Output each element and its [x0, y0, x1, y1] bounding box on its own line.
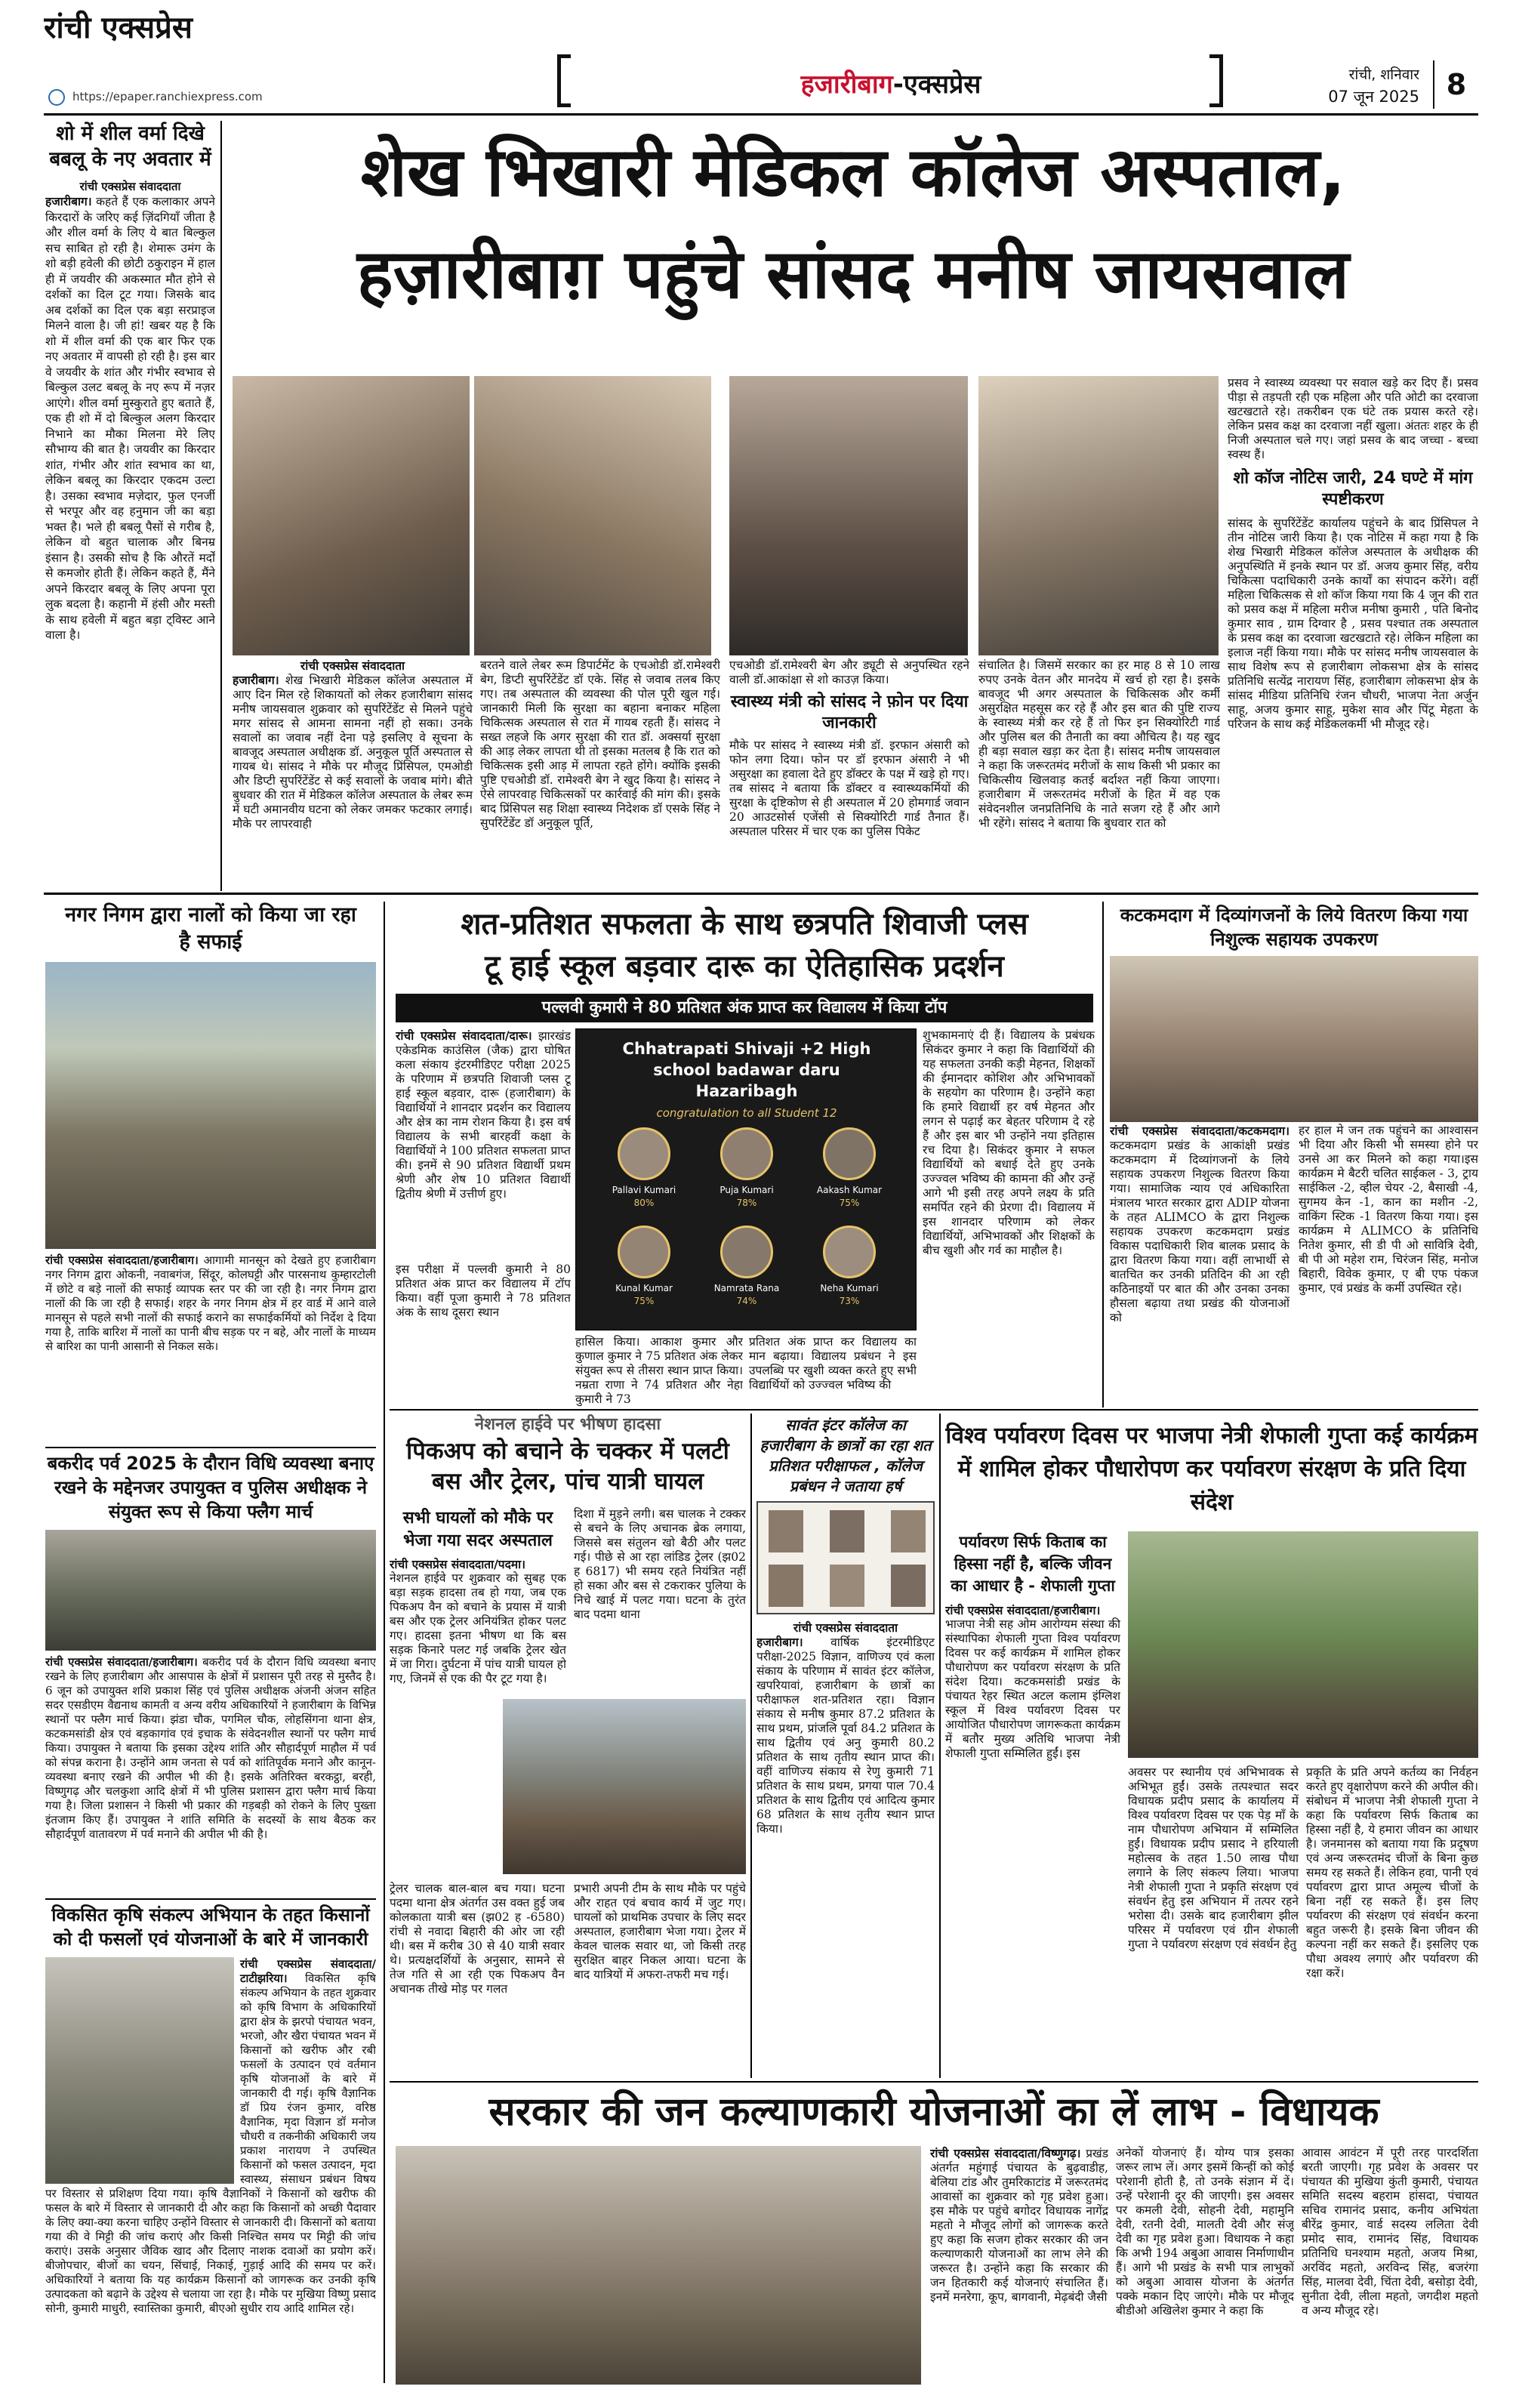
paryavaran-col-1: [945, 1603, 1120, 1761]
left-brief-text: कहते हैं एक कलाकार अपने किरदारों के जरिए कई ज़िंदगियाँ जीता है और शील वर्मा के लिए ये बात बिल्कुल सच साबित हो रही है। शेमारू उमंग के शो बड़ी हवेली की छोटी ठकुराइन में हाल ही में जयवीर की अकस्मात मौत होने से दर्शकों का दिल टूट गया। जिसके बाद अब दर्शकों का दिल एक बड़ा सरप्राइज मिलने वाला है। जी हां! खबर यह है कि शो में शील वर्मा की एक बार फिर एक नए अवतार में वापसी हो रही है। इस बार वे जयवीर के शांत और गंभीर स्वभाव से बिल्कुल उलट बबलू के नए रूप में नज़र आएंगे। शील वर्मा मुस्कुराते हुए बताते हैं, एक ही शो में दो बिल्कुल अलग किरदार निभाने का मौका मिलना मेरे लिए सौभाग्य की बात है। जयवीर का किरदार शांत, गंभीर और शांत स्वभाव का था, लेकिन बबलू का किरदार एकदम उल्टा है। उसका स्वभाव मज़ेदार, फुल एनर्जी से भरपूर और वह हनुमान जी का बड़ा भक्त है। भले ही बबलू पैसों से गरीब है, लेकिन वो बहुत चालाक और बिनम्र इंसान है। उसकी सोच है कि औरतें मर्दों से कमजोर होती हैं। लेकिन कहते हैं, मैंने अपने किरदार बबलू के लिए अपना पूरा लुक बदला है। कहानी में हंसी और मस्ती के साथ हवेली में बहुत बड़ा ट्विस्ट आने वाला है।: [45, 195, 215, 642]
school-poster: [575, 1028, 917, 1330]
bakrid-text: बकरीद पर्व के दौरान विधि व्यवस्था बनाए रखने के लिए हजारीबाग और आसपास के क्षेत्रों में प्रशासन पूरी तरह से मुस्तैद है। 6 जून को उपायुक्त शशि प्रकाश सिंह एवं पुलिस अधीक्षक अंजनी अंजन सहित सदर एसडीएम वैद्यनाथ कामती व अन्य वरीय अधिकारियों ने हजारीबाग के विभिन्न स्थानों पर फ्लैग मार्च किया। झंडा चौक, पगमिल चौक, लोहसिंगना थाना क्षेत्र, कटकमसांडी क्षेत्र एवं बड़कागांव एवं इचाक के संवेदनशील स्थानों पर फ्लैग मार्च किया। उपायुक्त ने बताया कि इसका उद्देश्य शांति और सौहार्दपूर्ण माहौल में पर्व को संपन्न कराना है। उन्होंने आम जनता से पर्व को शांतिपूर्वक मनाने और कानून-व्यवस्था बनाए रखने की अपील भी की है। इसके अतिरिक्त बरकट्ठा, बरही, विष्णुगढ़ और चलकुशा आदि क्षेत्रों में भी पुलिस प्रशासन द्वारा फ्लैग मार्च किया गया है। जिला प्रशासन ने किसी भी प्रकार की गड़बड़ी को रोकने के लिए पुख्ता इंतजाम किए हैं। उपायुक्त ने शांति समिति के सदस्यों के साथ बैठक कर सौहार्दपूर्ण वातावरण में पर्व मनाने की अपील भी की है।: [45, 1655, 376, 1841]
krishi-text: विकसित कृषि संकल्प अभियान के तहत शुक्रवार को कृषि विभाग के अधिकारियों द्वारा क्षेत्र के झरपो पंचायत भवन, भरजो, और खैरा पंचायत भवन में किसानों को खरीफ और रबी फसलों के उत्पादन एवं वर्तमान कृषि योजनाओं के बारे में जानकारी दी गई। कृषि वैज्ञानिक डॉ प्रिय रंजन कुमार, वरिष्ठ वैज्ञानिक, मृदा विज्ञान डॉ मनोज चौधरी व तकनीकी अधिकारी जय प्रकाश नारायण ने उपस्थित किसानों को फसल उत्पादन, मृदा स्वास्थ्य, संसाधन प्रबंधन विषय पर विस्तार से प्रशिक्षण दिया गया। कृषि वैज्ञानिकों ने किसानों को खरीफ की फसल के बारे में विस्तार से जानकारी दी और कहा कि किसानों को अच्छी पैदावार के लिए क्या-क्या करना चाहिए उन्होंने विस्तार से जानकारी दी। किसानों को बताया गया की वे मिट्टी की जांच कराएं और किसी निश्चित समय पर मिट्टी की जांच कराएं। उसके अनुसार जैविक खाद और दिलाए नाशक दवाओं का प्रयोग करें। बीजोपचार, बीजों का चयन, सिंचाई, निकाई, गुड़ाई आदि की समय पर करें। अधिकारियों ने बताया कि यह कार्यक्रम किसानों को जागरूक कर उनकी कृषि उत्पादकता को बढ़ाने के उद्देश्य से चलाया जा रहा है। मौके पर मुखिया विष्णु प्रसाद सोनी, कुमारी माधुरी, स्वास्तिका कुमारी, बीएओ सुधीर राय आदि शामिल रहे।: [45, 1972, 376, 2315]
place-day: रांची, शनिवार: [1348, 66, 1419, 83]
student-card: [804, 1226, 895, 1322]
lead-col-1-text: शेख भिखारी मेडिकल कॉलेज अस्पताल में आए दिन मिल रहे शिकायतों को लेकर हजारीबाग सांसद मनीष जायसवाल शुक्रवार को सुपरिंटेंडेंट से मिलने पहुंचे मगर सांसद से आमना सामना नहीं हो सका। उनके सवालों का जवाब नहीं देना पड़े इसलिए वे सूचना के बावजूद अस्पताल अधीक्षक डॉ. अनुकूल पूर्ति अस्पताल से गायब थे। सांसद ने मौके पर मौजूद प्रिंसिपल, एमओडी और डिप्टी सुपरिंटेंडेंट से कई सवालों के जवाब मांगे। बीते बुधवार की रात में मेडिकल कॉलेज अस्पताल के लेबर रूम में घटी अमानवीय घटना को लेकर जमकर फटकार लगाई। मौके पर लापरवाही: [233, 674, 473, 831]
paryavaran-photo-planting: [1128, 1531, 1478, 1758]
student-name: Namrata Rana: [713, 1283, 780, 1293]
bus-col-1b: ट्रेलर चालक बाल-बाल बच गया। घटना पदमा थाना क्षेत्र अंतर्गत उस वक्त हुई जब कोलकाता यात्री बस (झ02 ह -6580) रांची से नवादा बिहारी की ओर जा रही थी। बस में करीब 30 से 40 यात्री सवार थे। प्रत्यक्षदर्शियों के अनुसार, सामने से तेज गति से आ रही एक पिकअप वैन अचानक तीखे मोड़ पर गलत: [390, 1882, 565, 1996]
sawant-student-photo: [830, 1565, 864, 1607]
lead-col-4: संचालित है। जिसमें सरकार का हर माह 8 से 10 लाख रुपए उनके वेतन और मानदेय में खर्च हो रहा है। इसके बावजूद भी अगर अस्पताल के चिकित्सक और कर्मी असुरक्षित महसूस कर रहे हैं और इस बात की पुष्टि राज्य के स्वास्थ्य मंत्री कर रहे हैं तो फिर इन सिक्योरिटी गार्ड और पुलिस बल की तैनाती का क्या औचित्य है। यह खुद ही बड़ा सवाल खड़ा कर देता है। सांसद मनीष जायसवाल ने कहा कि जरूरतमंद मरीजों के साथ किसी भी प्रकार का चिकित्सीय खिलवाड़ कतई बर्दाश्त नहीं किया जाएगा। हजारीबाग में जरूरतमंद मरीजों के हित में वह एक संवेदनशील जनप्रतिनिधि के नाते सजग रहे हैं और आगे भी रहेंगे। सांसद ने बताया कि बुधवार रात को: [978, 658, 1220, 830]
school-byline: रांची एक्सप्रेस संवाददाता/दारू।: [396, 1028, 532, 1043]
school-band: पल्लवी कुमारी ने 80 प्रतिशत अंक प्राप्त कर विद्यालय में किया टॉप: [396, 994, 1093, 1022]
page-number: 8: [1433, 60, 1478, 109]
paryavaran-left: [945, 1531, 1120, 2078]
yojana-col-2: अनेकों योजनाएं हैं। योग्य पात्र इसका जरूर लाभ लें। अगर इसमें किन्हीं को कोई परेशानी होती है, तो उनके संज्ञान में दें। उन्हें परेशानी दूर की जाएगी। इस अवसर पर कमली देवी, सोहनी देवी, महामुनि देवी, रतनी देवी, मालती देवी और संजू देवी का गृह प्रवेश हुआ। विधायक ने कहा कि अभी 194 अबुआ आवास निर्माणाधीन हैं। आगे भी प्रखंड के सभी पात्र लाभुकों को अबुआ आवास योजना के अंतर्गत पक्के मकान दिए जाएंगे। मौके पर मौजूद बीडीओ अखिलेश कुमार ने कहा कि: [1116, 2146, 1294, 2317]
poster-title-2: school badawar daru: [653, 1061, 840, 1079]
poster-title-1: Chhatrapati Shivaji +2 High: [622, 1040, 871, 1058]
sawant-student-photo: [830, 1510, 864, 1552]
student-card: [701, 1127, 792, 1224]
left-col-divider: [384, 902, 385, 2383]
paryavaran-col-2: अवसर पर स्थानीय एवं अभिभावक से अभिभूत हुईं। उसके तत्पश्चात सदर विधायक प्रदीप प्रसाद के कार्यालय में विश्व पर्यावरण दिवस पर एक पेड़ माँ के नाम पौधारोपण अभियान में सम्मिलित हुईं। विधायक प्रदीप प्रसाद ने हरियाली महोत्सव के तहत 1.50 लाख पौधा लगाने के लिए संकल्प लिया। भाजपा नेत्री शेफाली गुप्ता ने प्रकृति संरक्षण एवं संवर्धन हेतु इस अभियान में तत्पर रहने भरोसा दी। उसके बाद हजारीबाग झील परिसर में पर्यावरण एवं ग्रीन शेफाली गुप्ता ने पर्यावरण संरक्षण एवं संवर्धन हेतु: [1128, 1765, 1299, 1951]
poster-subtitle: congratulation to all Student 12: [656, 1106, 837, 1120]
edition-title: [574, 63, 1208, 109]
student-photo: [823, 1127, 876, 1180]
epaper-url[interactable]: https://epaper.ranchiexpress.com: [72, 90, 263, 103]
student-name: Puja Kumari: [719, 1185, 774, 1195]
sawant-divider: [939, 1414, 941, 2078]
paryavaran-col-1-text: भाजपा नेत्री सह ओम आरोग्यम संस्था की संस्थापिका शेफाली गुप्ता विश्व पर्यावरण दिवस पर कई कार्यक्रम में शामिल होकर पौधारोपण कर पर्यावरण संरक्षण के प्रति संदेश दिया। कटकमसांडी प्रखंड के पंचायत रेहर स्थित अटल कलाम इंग्लिश स्कूल में विश्व पर्यावरण दिवस पर आयोजित पौधारोपण जागरूकता कार्यक्रम में बतौर मुख्य अतिथि भाजपा नेत्री शेफाली गुप्ता सम्मिलित हुईं। इस: [945, 1617, 1120, 1760]
yojana-col-3: आवास आवंटन में पूरी तरह पारदर्शिता बरती जाएगी। गृह प्रवेश के अवसर पर पंचायत की मुखिया कुंती कुमारी, पंचायत समिति सदस्य बहराम हांसदा, पंचायत सचिव रामानंद प्रसाद, कनीय अभियंता बीरेंद्र कुमार, वार्ड सदस्य ललिता देवी प्रमोद साव, रामानंद सिंह, विधायक प्रतिनिधि घनश्याम महतो, अजय मिश्रा, अरविंद महतो, अरविन्द सिंह, बजरंगा सिंह, मालवा देवी, चिंता देवी, बसोड़ा देवी, सुनीता देवी, लीला महतो, जगदीश महतो व अन्य मौजूद रहे।: [1302, 2146, 1478, 2317]
paryavaran-col-3: प्रकृति के प्रति अपने कर्तव्य का निर्वहन करते हुए वृक्षारोपण करने की अपील की। संबोधन में भाजपा नेत्री शेफाली गुप्ता ने कहा कि पर्यावरण सिर्फ किताब का हिस्सा नहीं है, ये हमारा जीवन का आधार है। जनमानस को बताया गया कि प्रदूषण एवं अन्य जरूरतमंद चीजों के बिना कुछ समय रह सकते हैं। लेकिन हवा, पानी एवं पर्यावरण द्वारा प्राप्त अमूल्य चीजों के बिना नहीं रह सकते हैं। इस लिए पर्यावरण की संरक्षण एवं संवर्धन करना बहुत जरूरी है। इसके बिना जीवन की कल्पना नहीं कर सकते हैं। इसलिए एक पौधा अवश्य लगाएं और पर्यावरण की रक्षा करें।: [1306, 1765, 1478, 1980]
school-col-4: प्रतिशत अंक प्राप्त कर विद्यालय का मान बढ़ाया। विद्यालय प्रबंधन ने इस उपलब्धि पर खुशी व्यक्त करते हुए सभी विद्यार्थियों को उज्ज्वल भविष्य की: [749, 1335, 917, 1392]
left-brief: [45, 121, 215, 891]
student-photo: [720, 1226, 773, 1278]
nagar-story: [45, 902, 376, 1445]
lead-photo-press: [729, 376, 968, 655]
krishi-byline: रांची एक्सप्रेस संवाददाता/टाटीझरिया।: [240, 1957, 376, 1985]
globe-icon: [48, 89, 65, 106]
sawant-body: [756, 1620, 935, 1836]
left-brief-divider: [220, 121, 222, 891]
sawant-student-photo: [769, 1565, 803, 1607]
nagar-photo-drain: [45, 962, 376, 1249]
left-brief-body: [45, 194, 215, 643]
student-card: [701, 1226, 792, 1322]
nagar-byline: रांची एक्सप्रेस संवाददाता/हजारीबाग।: [45, 1253, 199, 1267]
school-col-3: हासिल किया। आकाश कुमार और कुणाल कुमार ने 75 प्रतिशत अंक लेकर संयुक्त रूप से तीसरा स्थान प्राप्त किया। नम्रता राणा ने 74 प्रतिशत और नेहा कुमारी ने 73: [575, 1335, 743, 1406]
bracket-right: [1209, 54, 1223, 107]
yojana-byline: रांची एक्सप्रेस संवाददाता/विष्णुगढ़।: [930, 2146, 1081, 2160]
katkam-story: [1110, 903, 1478, 1406]
yojana-headline: सरकार की जन कल्याणकारी योजनाओं का लें लाभ - विधायक: [488, 2089, 1379, 2135]
edition-title-black: -एक्सप्रेस: [892, 69, 981, 100]
bakrid-story: [45, 1451, 376, 1897]
lead-headline-1: शेख भिखारी मेडिकल कॉलेज अस्पताल,: [360, 133, 1346, 212]
bus-col-1: [390, 1557, 566, 1686]
krishi-photo-farmers: [45, 1957, 234, 2184]
school-col-5: शुभकामनाएं दी हैं। विद्यालय के प्रबंधक सिकंदर कुमार ने कहा कि विद्यार्थियों की यह सफलता उनकी कड़ी मेहनत, शिक्षकों की ईमानदार कोशिश और अभिभावकों के सहयोग का परिणाम है। उन्होंने कहा कि हमारे विद्यार्थी हर वर्ष मेहनत और लगन से पढ़ाई कर बेहतर परिणाम दे रहे हैं और इस बार भी उन्होंने नया इतिहास रच दिया है। सिकंदर कुमार ने सफल विद्यार्थियों को बधाई देते हुए उनके उज्ज्वल भविष्य की कामना की और उन्हें आगे भी इसी तरह अपने लक्ष्य के प्रति समर्पित रहने की प्रेरणा दी। विद्यालय में इस शानदार परिणाम को लेकर विद्यार्थियों, अभिभावकों और शिक्षकों के बीच खुशी और गर्व का माहौल है।: [923, 1028, 1095, 1257]
poster-student-grid: [576, 1127, 917, 1324]
student-card: [804, 1127, 895, 1224]
bracket-left: [557, 54, 571, 107]
katkam-col-1: [1110, 1124, 1290, 1406]
katkam-headline: कटकमदाग में दिव्यांगजनों के लिये वितरण किया गया निशुल्क सहायक उपकरण: [1120, 905, 1468, 950]
lead-headline-2: हज़ारीबाग़ पहुंचे सांसद मनीष जायसवाल: [356, 235, 1350, 314]
left-col-rule-1: [45, 1447, 376, 1448]
left-brief-byline: रांची एक्सप्रेस संवाददाता: [79, 180, 181, 193]
school-col-1-text: झारखंड एकेडमिक काउंसिल (जैक) द्वारा घोषित कला संकाय इंटरमीडिएट परीक्षा 2025 के परिणाम में छत्रपति शिवाजी प्लस टू हाई स्कूल बड़वार, दारू (हजारीबाग) के विद्यार्थियों ने शानदार प्रदर्शन कर विद्यालय और क्षेत्र का नाम रोशन किया है। इस वर्ष विद्यालय के सभी बारहवीं कक्षा के विद्यार्थियों ने 100 प्रतिशत सफलता प्राप्त की। इनमें से 90 प्रतिशत विद्यार्थी प्रथम श्रेणी और शेष 10 प्रतिशत विद्यार्थी द्वितीय श्रेणी में उत्तीर्ण हुए।: [396, 1029, 571, 1201]
lead-col-5-text: प्रसव ने स्वास्थ्य व्यवस्था पर सवाल खड़े कर दिए हैं। प्रसव पीड़ा से तड़पती रही एक महिला और पति ओटी का दरवाजा खटखटाते रहे। तकरीबन एक घंटे तक प्रयास करते रहे। लेकिन प्रसव कक्ष का दरवाजा नहीं खुला। अंततः शहर के ही निजी अस्पताल चले गए। जहां प्रसव के बाद जच्चा - बच्चा स्वस्थ हैं।: [1228, 376, 1478, 461]
lead-photo-meeting-2: [474, 376, 711, 655]
student-name: Pallavi Kumari: [612, 1185, 676, 1195]
student-photo: [720, 1127, 773, 1180]
katkam-col-2: हर हाल मे जन तक पहुंचने का आश्वासन भी दिया और किसी भी समस्या होने पर उनसे आ कर मिलने को कहा गया।इस कार्यक्रम मे बैटरी चलित साईकल - 3, ट्राय साईकिल -2, व्हील चेयर -2, बैसाखी -4, सुगमय केन -1, कान का मशीन -2, वाकिंग स्टिक -1 वितरण किया गया। इस कार्यक्रम मे ALIMCO के प्रतिनिधि नितेश कुमार, सी डी पी ओ सावित्रि देवी, बी पी ओ महेश राम, चिरंजन सिंह, मनोज बिहारी, विवेक कुमार, ए बी एफ पंकज कुमार, एवं प्रखंड के कर्मी उपस्थित रहे।: [1299, 1124, 1478, 1295]
school-col-2: इस परीक्षा में पल्लवी कुमारी ने 80 प्रतिशत अंक प्राप्त कर विद्यालय में टॉप किया। वहीं पूजा कुमारी ने 78 प्रतिशत अंक के साथ दूसरा स्थान: [396, 1263, 571, 1319]
nagar-text: आगामी मानसून को देखते हुए हजारीबाग नगर निगम द्वारा ओकनी, नवाबगंज, सिंदूर, कोलघट्टी और पारसनाथ कुम्हारटोली में छोटे व बड़े नालों की सफाई व्यापक स्तर पर की जा रही है। नगर निगम द्वारा नालों की कि जा रही है सफाई। शहर के नगर निगम क्षेत्र में हर वार्ड में आने वाले मानसून से पहले सभी नालों की सफाई कराने का सफाईकर्मियों को निर्देश दे दिया गया है, ताकि बारिश में नालों का पानी बीच सड़क पर न बहे, और नालों के माध्यम से बारिश का पानी आसानी से निकल सके।: [45, 1253, 376, 1353]
lead-col-3: [729, 658, 969, 885]
bakrid-photo-flagmarch: [45, 1530, 376, 1651]
lead-col-3-text: एचओडी डॉ.रामेश्वरी बेग और ड्यूटी से अनुपस्थित रहने वाली डॉ.आकांक्षा से शो काउज़ किया।: [729, 658, 969, 686]
paryavaran-headline: विश्व पर्यावरण दिवस पर भाजपा नेत्री शेफाली गुप्ता कई कार्यक्रम में शामिल होकर पौधारोपण कर पर्यावरण संरक्षण के प्रति दिया संदेश: [945, 1423, 1478, 1515]
student-name: Aakash Kumar: [816, 1185, 883, 1195]
bus-headline: पिकअप को बचाने के चक्कर में पलटी बस और ट्रेलर, पांच यात्री घायल: [406, 1438, 729, 1495]
katkam-byline: रांची एक्सप्रेस संवाददाता/कटकमदाग।: [1110, 1124, 1290, 1138]
lead-col-3-subhead: स्वास्थ्य मंत्री को सांसद ने फ़ोन पर दिया जानकारी: [730, 692, 969, 732]
bus-col-2: दिशा में मुड़ने लगी। बस चालक ने टक्कर से बचने के लिए अचानक ब्रेक लगाया, जिससे बस संतुलन खो बैठी और पलट गई। पीछे से आ रहा लांडिड ट्रेलर (झ02 ह 6817) भी समय रहते नियंत्रित नहीं हो सका और बस से टकराकर पुलिया के निचे खाई में पलट गया। घटना के तुरंत बाद पदमा थाना: [574, 1507, 746, 1621]
nagar-body: [45, 1253, 376, 1354]
student-score: 78%: [736, 1198, 757, 1208]
bus-subhead: सभी घायलों को मौके पर भेजा गया सदर अस्पताल: [402, 1509, 553, 1550]
lead-byline: रांची एक्सप्रेस संवाददाता: [300, 658, 405, 673]
edition-title-red: हजारीबाग: [800, 69, 893, 100]
sawant-student-photo: [769, 1510, 803, 1552]
student-name: Kunal Kumar: [615, 1283, 673, 1293]
sawant-text: वार्षिक इंटरमीडिएट परीक्षा-2025 विज्ञान, वाणिज्य एवं कला संकाय के परिणाम में सावंत इंटर कॉलेज, खपरियावां, हजारीबाग के छात्रों का परीक्षाफल शत-प्रतिशत रहा। विज्ञान संकाय से मनीष कुमार 87.2 प्रतिशत के साथ प्रथम, प्रांजलि पूर्वा 84.2 प्रतिशत के साथ द्वितीय एवं अनु कुमारी 80.2 प्रतिशत के साथ तृतीय स्थान प्राप्त की। वहीं वाणिज्य संकाय से रेणु कुमारी 71 प्रतिशत के साथ प्रथम, प्रगया पाल 70.4 प्रतिशत के साथ द्वितीय एवं आदित्य कुमार 68 प्रतिशत के साथ तृतीय स्थान प्राप्त किया।: [756, 1636, 935, 1836]
section-rule-2: [390, 1409, 1478, 1411]
lead-col-3b-text: मौके पर सांसद ने स्वास्थ्य मंत्री डॉ. इरफान अंसारी को फोन लगा दिया। फोन पर डॉ इरफान अंसारी ने भी असुरक्षा का हवाला देते हुए डॉक्टर के पक्ष में खड़े हो गए। तब सांसद ने बताया कि डॉक्टर व स्वास्थ्यकर्मियों की सुरक्षा के दृष्टिकोण से ही अस्पताल में 20 होमगार्ड जवान 20 आउटसोर्स एजेंसी से सिक्योरिटी गार्ड तैनात हैं। अस्पताल परिसर में चार एक का पुलिस पिकेट: [729, 738, 969, 838]
section-rule-1: [44, 893, 1478, 895]
paryavaran-quote: पर्यावरण सिर्फ किताब का हिस्सा नहीं है, बल्कि जीवन का आधार है - शेफाली गुप्ता: [951, 1533, 1115, 1595]
student-score: 80%: [633, 1198, 655, 1208]
yojana-photo-griha-pravesh: [396, 2146, 921, 2385]
masthead: [0, 0, 1516, 113]
student-photo: [618, 1127, 670, 1180]
krishi-story: [45, 1903, 376, 2386]
student-score: 75%: [839, 1198, 860, 1208]
masthead-logo: रांची एक्सप्रेस: [44, 11, 193, 45]
yojana-col-1: [930, 2146, 1108, 2385]
left-brief-dateline: हजारीबाग।: [45, 194, 92, 208]
masthead-rule: [44, 113, 1478, 116]
school-headline-1: शत-प्रतिशत सफलता के साथ छत्रपति शिवाजी प्लस: [461, 907, 1028, 942]
lead-col-5: [1228, 376, 1478, 885]
lead-col-5b-text: सांसद के सुपरिंटेंडेंट कार्यालय पहुंचने के बाद प्रिंसिपल ने तीन नोटिस जारी किया है। एक नोटिस में कहा गया है कि शेख भिखारी मेडिकल कॉलेज अस्पताल के अधीक्षक की अनुपस्थिति में इनके स्थान पर डॉ. अजय कुमार सिंह, वरीय चिकित्सा पदाधिकारी उनके कार्यों का संपादन करेंगे। वहीं महिला चिकित्सक से शो कॉज किया गया कि 4 जून की रात को प्रसव कक्ष में महिला मरीज मनीषा कुमारी , पति बिनोद कुमार साव , ग्राम दिग्वार है , प्रसव पश्चात तक अस्पताल के प्रसव कक्ष का दरवाजा खटखटाते रहे। लेकिन महिला का इलाज नहीं किया गया। मौके पर सांसद मनीष जायसवाल के साथ विशेष रूप से हजारीबाग लोकसभा क्षेत्र के सांसद प्रतिनिधि सत्येंद्र नारायण सिंह, हजारीबाग लोकसभा क्षेत्र के सांसद मीडिया प्रतिनिधि रंजन चौधरी, भाजपा नेता अर्जुन साहू, अजय कुमार साहू, मुकेश साव और पिंटू मेहता के परिजन के साथ कई मेडिकलकर्मी भी मौजूद रहे।: [1228, 516, 1478, 731]
student-photo: [618, 1226, 670, 1278]
krishi-headline: विकसित कृषि संकल्प अभियान के तहत किसानों को दी फसलों एवं योजनाओं के बारे में जानकारी: [51, 1904, 370, 1950]
katkam-photo-distribution: [1110, 956, 1478, 1122]
lead-dateline: हजारीबाग।: [233, 673, 279, 687]
left-brief-headline: शो में शील वर्मा दिखे बबलू के नए अवतार में: [49, 122, 211, 171]
student-photo: [823, 1226, 876, 1278]
sawant-photo-grid: [756, 1501, 935, 1614]
lead-col-2: बरतने वाले लेबर रूम डिपार्टमेंट के एचओडी डॉ.रामेश्वरी बेग, डिप्टी सुपरिंटेंडेंट डॉ एके. सिंह से जवाब तलब किए गए। तब अस्पताल की व्यवस्था की पोल पूरी खुल गई। जानकारी मिली कि सुरक्षा का बहाना बनाकर महिला चिकित्सक अस्पताल से रात में गायब रहती हैं। सांसद ने सख्त लहजे कि अगर सुरक्षा की रात डॉ. अक्सर्या सुरक्षा की आड़ लेकर लापता थी तो इसका मतलब है कि रात को चिकित्सक इसी आड़ में लापता रहते होंगे। क्योंकि इसकी पुष्टि एचओडी डॉ. रामेश्वरी बेग ने खुद किया है। सांसद ने ऐसे लापरवाह चिकित्सकों पर कार्रवाई की मांग की। इसके बाद प्रिंसिपल सह शिक्षा स्वास्थ्य निदेशक डॉ एसके सिंह ने सुपरिंटेंडेंट डॉ अनुकूल पूर्ति,: [480, 658, 720, 830]
bus-story: [390, 1414, 746, 2078]
bus-photo-overturned: [503, 1699, 746, 1874]
student-score: 75%: [633, 1296, 655, 1306]
student-card: [599, 1127, 689, 1224]
yojana-col-1-text: प्रखंड अंतर्गत महुंगाई पंचायत के बुढ़वाडीह, बेलिया टांड और तुमरिकाटांड में जरूरतमंद आवासों का शुक्रवार को गृह प्रवेश हुआ। इस मौके पर पहुंचे बगोदर विधायक नागेंद्र महतो ने मौजूद लोगों को जागरूक करते हुए कहा कि सजग होकर सरकार की जन कल्याणकारी योजनाओं का लाभ लेने की जरूरत है। उन्होंने कहा कि सरकार की जन हितकारी कई योजनाएं संचालित हैं। इनमें मनरेगा, कूप, बागवानी, मेढ़बंदी जैसी: [930, 2147, 1108, 2304]
bus-divider: [750, 1414, 752, 2078]
section-rule-3: [390, 2081, 1478, 2083]
lead-photo-office: [978, 376, 1219, 655]
bus-byline: रांची एक्सप्रेस संवाददाता/पदमा।: [390, 1557, 525, 1571]
student-score: 74%: [736, 1296, 757, 1306]
bus-kicker: नेशनल हाईवे पर भीषण हादसा: [474, 1415, 661, 1434]
student-score: 73%: [839, 1296, 860, 1306]
student-card: [599, 1226, 689, 1322]
nagar-headline: नगर निगम द्वारा नालों को किया जा रहा है सफाई: [65, 903, 356, 954]
bakrid-byline: रांची एक्सप्रेस संवाददाता/हजारीबाग।: [45, 1655, 198, 1669]
lead-photo-meeting-1: [233, 376, 470, 655]
bakrid-body: [45, 1655, 376, 1842]
left-col-rule-2: [45, 1898, 376, 1900]
paryavaran-byline: रांची एक्सप्रेस संवाददाता/हजारीबाग।: [945, 1603, 1101, 1617]
bus-col-1-text: नेशनल हाईवे पर शुक्रवार को सुबह एक बड़ा सड़क हादसा तब हो गया, जब एक पिकअप वैन को बचाने के प्रयास में यात्री बस और एक ट्रेलर अनियंत्रित होकर पलट गए। हादसा इतना भीषण था कि बस सड़क किनारे पलट गई जबकि ट्रेलर खेत में जा गिरा। दुर्घटना में पांच यात्री घायल हो गए, जिनमें से एक की पैर टूट गया है।: [390, 1571, 566, 1685]
school-col-1: [396, 1028, 571, 1255]
sawant-headline: सावंत इंटर कॉलेज का हजारीबाग के छात्रों का रहा शत प्रतिशत परीक्षाफल , कॉलेज प्रबंधन ने जताया हर्ष: [760, 1416, 932, 1495]
school-headline-2: टू हाई स्कूल बड़वार दारू का ऐतिहासिक प्रदर्शन: [485, 949, 1004, 984]
issue-date: 07 जून 2025: [1328, 88, 1419, 106]
sawant-byline: रांची एक्सप्रेस संवाददाता: [793, 1620, 898, 1635]
sawant-student-photo: [891, 1510, 926, 1552]
bakrid-headline: बकरीद पर्व 2025 के दौरान विधि व्यवस्था बनाए रखने के मद्देनजर उपायुक्त व पुलिस अधीक्षक ने संयुक्त रूप से किया फ्लैग मार्च: [47, 1453, 374, 1522]
sawant-dateline: हजारीबाग।: [756, 1635, 803, 1649]
sawant-story: [756, 1415, 935, 2078]
lead-col-5-subhead: शो कॉज नोटिस जारी, 24 घण्टे में मांग स्पष्टीकरण: [1233, 469, 1473, 509]
lead-col-1: [233, 658, 473, 885]
sawant-student-photo: [891, 1565, 926, 1607]
school-divider: [1102, 902, 1104, 1407]
poster-title-3: Hazaribagh: [695, 1082, 798, 1100]
katkam-col-1-text: कटकमदाग प्रखंड के आकांक्षी प्रखंड कटकमदाग में दिव्यांगजनों के लिये सहायक उपकरण निशुल्क वितरण किया गया। सामाजिक न्याय एवं अधिकारिता मंत्रालय भारत सरकार द्वारा ADIP योजना के तहत ALIMCO के द्वारा निशुल्क सहायक उपकरण कटकमदाग प्रखंड विकास पदाधिकारी शिव बालक प्रसाद के द्वारा वितरण किया गया। वहीं लाभार्थी से बातचित कर उनकी प्रतिदिन की आ रही कठिनाइयों पर बात की और उनका उनका हौसला बढ़ाया तथा प्रखंड की योजनाओं को: [1110, 1139, 1290, 1324]
student-name: Neha Kumari: [820, 1283, 879, 1293]
bus-col-2b: प्रभारी अपनी टीम के साथ मौके पर पहुंचे और राहत एवं बचाव कार्य में जुट गए। घायलों को प्राथमिक उपचार के लिए सदर अस्पताल, हजारीबाग भेजा गया। ट्रेलर में केवल चालक सवार था, जो किसी तरह सुरक्षित बाहर निकल आया। घटना के बाद यात्रियों में अफरा-तफरी मच गई।: [574, 1882, 746, 1981]
